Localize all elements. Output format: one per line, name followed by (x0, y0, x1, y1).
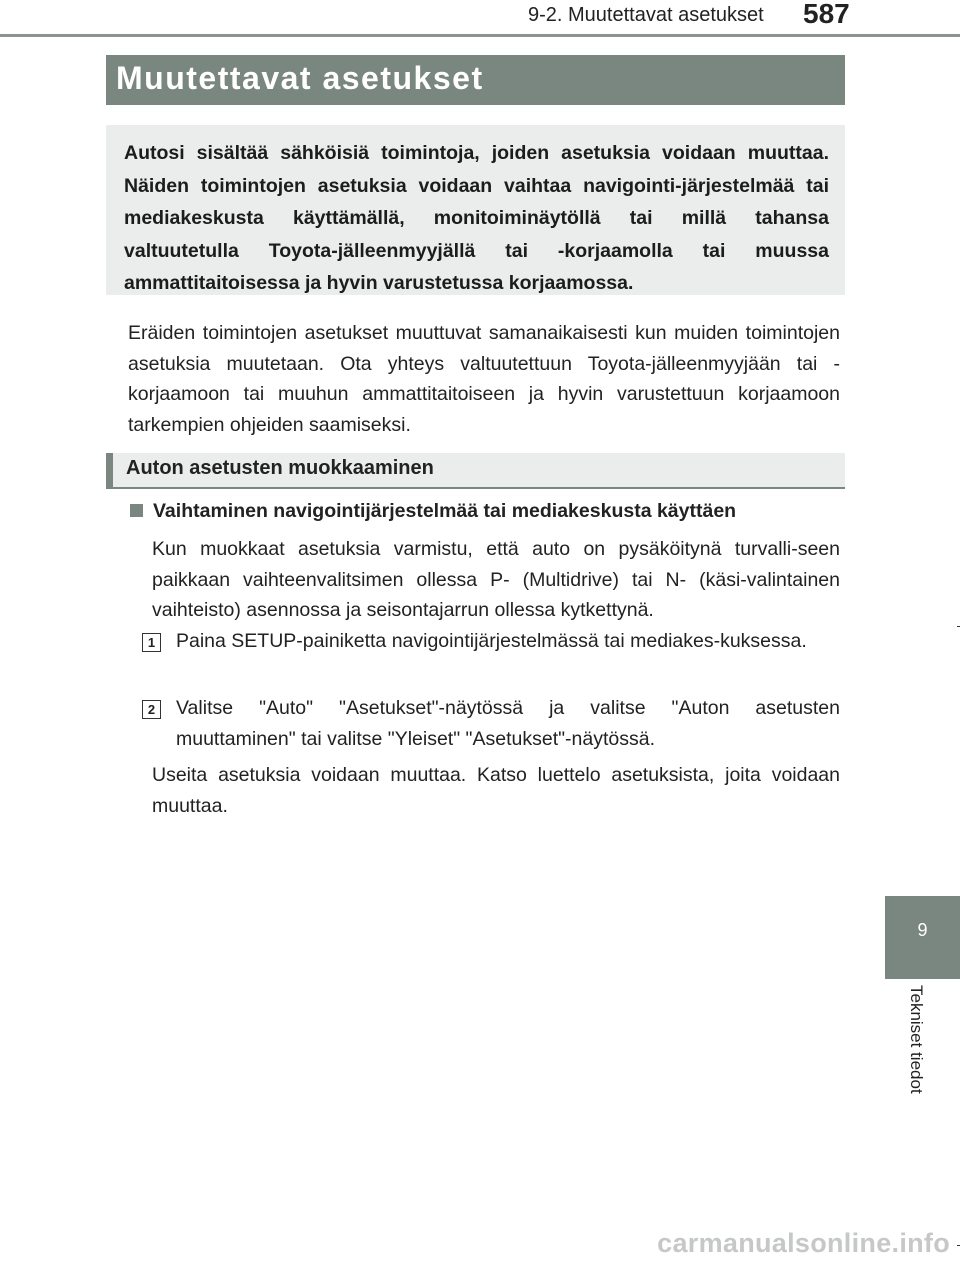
closing-paragraph: Useita asetuksia voidaan muuttaa. Katso luettelo asetuksista, joita voidaan muuttaa. (152, 764, 840, 817)
page-number: 587 (803, 0, 850, 29)
page-title-banner (106, 55, 845, 105)
step-text: Paina SETUP-painiketta navigointijärjestelmässä tai mediakes-kuksessa. (176, 630, 807, 652)
subsection-title: Auton asetusten muokkaaminen (126, 457, 434, 479)
topic-heading-text: Vaihtaminen navigointijärjestelmää tai mediakeskusta käyttäen (153, 500, 737, 522)
intro-text: Autosi sisältää sähköisiä toimintoja, joiden asetuksia voidaan muuttaa. Näiden toimintojen asetuksia voidaan vaihtaa navigointi-järjestelmää tai mediakeskusta käyttämällä, monitoiminäytöllä tai millä tahansa valtuutetulla Toyota-jälleenmyyjällä tai -korjaamolla tai muussa ammattitaitoisessa ja hyvin varustetussa korjaamossa. (124, 142, 829, 294)
running-header-section: 9-2. Muutettavat asetukset (528, 4, 764, 26)
subsection-header-bar (106, 453, 113, 489)
watermark: carmanualsonline.info (657, 1228, 950, 1258)
topic-heading (130, 500, 736, 523)
page-title: Muutettavat asetukset (116, 60, 484, 96)
step-number-badge: 1 (142, 633, 161, 652)
step-text: Valitse "Auto" "Asetukset"-näytössä ja valitse "Auton asetusten muuttaminen" tai valitse "Yleiset" "Asetukset"-näytössä. (176, 697, 840, 750)
chapter-number: 9 (917, 920, 928, 940)
chapter-label: Tekniset tiedot (907, 985, 926, 1094)
body-paragraph: Eräiden toimintojen asetukset muuttuvat samanaikaisesti kun muiden toimintojen asetuksia muutetaan. Ota yhteys valtuutettuun Toyota-jälleenmyyjään tai -korjaamoon tai muuhun ammattitaitoiseen ja hyvin varustettuun korjaamoon tarkempien ohjeiden saamiseksi. (128, 322, 840, 436)
chapter-tab (885, 896, 960, 979)
subsection-header (106, 453, 845, 489)
intro-box (106, 125, 845, 295)
header-rule (0, 34, 960, 37)
square-bullet-icon (130, 504, 143, 517)
topic-paragraph: Kun muokkaat asetuksia varmistu, että auto on pysäköitynä turvalli-seen paikkaan vaihteenvalitsimen ollessa P- (Multidrive) tai N- (käsi-valintainen vaihteisto) asennossa ja seisontajarrun ollessa kytkettynä. (152, 538, 840, 621)
step-number-badge: 2 (142, 700, 161, 719)
